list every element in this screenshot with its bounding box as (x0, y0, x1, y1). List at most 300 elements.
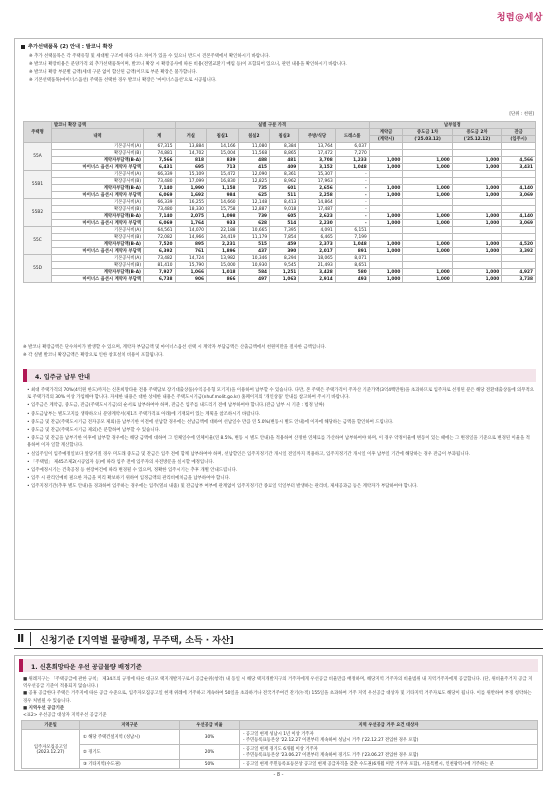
payment-cell: 1,000 (403, 185, 452, 192)
value-cell: 2,914 (299, 276, 335, 283)
value-cell: 15,000 (207, 262, 239, 269)
value-cell: - (335, 185, 369, 192)
value-cell: 74,881 (144, 150, 176, 157)
value-cell: 415 (238, 164, 270, 171)
supply-frame (14, 655, 543, 771)
value-cell: 2,623 (299, 213, 335, 220)
item-cell: 기본공사비(A) (52, 199, 144, 206)
col-bed1: 침실1 (207, 129, 239, 143)
value-cell: 73,480 (144, 178, 176, 185)
col-group-title: 발코니 확장 금액 (52, 122, 176, 129)
options-frame (14, 38, 543, 620)
value-cell: 14,702 (175, 150, 207, 157)
chapter-title: 신청기준 [지역별 물량배정, 무주택, 소득 · 자산] (40, 636, 234, 646)
brand-logo: 청렴@세상 (496, 13, 543, 23)
payment-cell (502, 199, 536, 206)
value-cell: 739 (238, 213, 270, 220)
payment-cell (452, 178, 501, 185)
payment-cell (502, 227, 536, 234)
table-row (22, 745, 538, 760)
payment-cell: 4,140 (502, 213, 536, 220)
value-cell: 14,166 (207, 143, 239, 150)
table-row (24, 171, 536, 178)
note-line: ※ 발코니 확장 부분별 금액(세대 구분 없이 합산된 금액)이므로 부분 확장은 불가합니다. (29, 70, 198, 75)
unit-type-cell: 55B2 (24, 199, 52, 227)
payment-cell: 1,000 (452, 248, 501, 255)
value-cell: 14,660 (207, 199, 239, 206)
value-cell: 17,472 (299, 150, 335, 157)
item-cell: 마이너스 옵션시 계약자 부담액 (52, 164, 144, 171)
footnote: ※ 각 실별 발코니 확장금액은 확장으로 인한 창호설치 비용이 포함됩니다. (23, 353, 164, 358)
value-cell: 6,465 (299, 234, 335, 241)
item-cell: 마이너스 옵션시 계약자 부담액 (52, 220, 144, 227)
col-pay-sub: ('25.12.12) (452, 136, 501, 143)
table-row (24, 241, 536, 248)
value-cell: 14,724 (175, 255, 207, 262)
value-cell: 18,065 (299, 255, 335, 262)
balcony-price-table (23, 121, 536, 283)
table-row (24, 255, 536, 262)
payment-cell (452, 234, 501, 241)
value-cell: 1,018 (207, 269, 239, 276)
price-table-body (24, 143, 536, 283)
payment-cell (502, 171, 536, 178)
note-line: ※ 기본선택품목(마이너스옵션) 주택을 선택한 경우 발코니 확장은 '마이너스옵션'으로 시공됩니다. (29, 78, 217, 83)
value-cell: 3,428 (299, 269, 335, 276)
value-cell: 7,520 (144, 241, 176, 248)
value-cell: 66,339 (144, 171, 176, 178)
table-row (22, 730, 538, 745)
payment-cell (369, 199, 403, 206)
payment-cell (452, 227, 501, 234)
value-cell: 895 (175, 241, 207, 248)
payment-cell (452, 143, 501, 150)
value-cell: 488 (238, 157, 270, 164)
value-cell: 625 (238, 192, 270, 199)
payment-cell: 1,000 (369, 157, 403, 164)
value-cell: 1,098 (207, 213, 239, 220)
table-row (24, 157, 536, 164)
value-cell: 8,294 (270, 255, 299, 262)
value-cell: 1,066 (175, 269, 207, 276)
bullet-item: • 중도금 및 잔금을 납부기한 이후에 납부할 경우에는 해당 금액에 대하여 그 연체일수에 연체이율(연 8.5%, 변동 시 별도 안내)을 적용하여 산정한 연체료를 가산하여 납부하여야 하며, 이 경우 약정이율에 변동이 있는 때에는 그 변경일을 기준으로 변경된 이율을 적용하여 이자 일할 계산합니다. (27, 436, 530, 449)
value-cell: 1,233 (335, 157, 369, 164)
table-row (24, 178, 536, 185)
col-kitchen: 주방/식당 (299, 129, 335, 143)
paragraph: ■ 공휴 공급한다 주택은 거주지에 따른 공급 수준으로, 입주자모집공고일 현재 위례에 거주하고 계속하여 50일을 초과하거나 전국거주여건 잔기(누적) 155일을 초과하여 거주 지역 우선공급 대상자 및 기타지역 거주자로도 해당이 됩니다. 이를 위반하여 부정 청약하는 경우 처벌될 수 있습니다. (23, 691, 532, 704)
bullet-item: • 「주택법」 제45조제2(시공업자 등)에 따라 입주 전에 입주자의 사전방문을 실시할 예정입니다. (27, 459, 214, 465)
region-cell: ③ 기타지역(수도권) (80, 760, 180, 769)
value-cell: 21,493 (299, 262, 335, 269)
value-cell: 17,963 (299, 178, 335, 185)
payment-cell: 1,000 (403, 248, 452, 255)
value-cell: 15,758 (207, 206, 239, 213)
item-cell: 기본공사비(A) (52, 143, 144, 150)
value-cell: 13,884 (175, 143, 207, 150)
payment-cell (369, 171, 403, 178)
value-cell: 12,148 (238, 199, 270, 206)
payment-cell (452, 255, 501, 262)
value-cell: 1,692 (175, 192, 207, 199)
price-footnotes (23, 344, 528, 360)
value-cell: 1,158 (207, 185, 239, 192)
value-cell: - (335, 178, 369, 185)
section4-header: 4. 입주금 납부 안내 (23, 369, 536, 382)
ratio-cell: 20% (180, 745, 240, 760)
value-cell: 81,410 (144, 262, 176, 269)
payment-cell (403, 199, 452, 206)
value-cell: - (335, 199, 369, 206)
table-row (24, 276, 536, 283)
value-cell: 24,419 (207, 234, 239, 241)
value-cell: 409 (270, 164, 299, 171)
payment-cell (452, 150, 501, 157)
table-row (24, 213, 536, 220)
value-cell: 8,361 (270, 171, 299, 178)
value-cell: 7,140 (144, 185, 176, 192)
item-cell: 확장공사비(B) (52, 178, 144, 185)
value-cell: 713 (207, 164, 239, 171)
value-cell: 10,665 (238, 227, 270, 234)
section4-bullets (27, 387, 534, 492)
table-row (22, 760, 538, 769)
payment-cell (502, 255, 536, 262)
value-cell: 66,339 (144, 199, 176, 206)
paragraph: ■ 지역우선 공급기준 (23, 705, 65, 711)
bullet-item: • 입주 시 관리인예비 필요한 자금을 미리 확보하기 위하여 입정금액의 관리비예치금을 납부하여야 합니다. (27, 476, 231, 482)
value-cell: 18,330 (175, 206, 207, 213)
payment-cell: 1,000 (403, 269, 452, 276)
table-row (24, 234, 536, 241)
region-cell: ① 해당 주택건설지역 (성남시) (80, 730, 180, 745)
item-cell: 확장공사비(B) (52, 150, 144, 157)
value-cell: 3,152 (299, 164, 335, 171)
value-cell: 14,966 (175, 234, 207, 241)
col-living: 거실 (175, 129, 207, 143)
payment-cell (403, 143, 452, 150)
payment-cell: 1,000 (403, 276, 452, 283)
value-cell: 1,896 (207, 248, 239, 255)
table-row (24, 192, 536, 199)
value-cell: 984 (207, 192, 239, 199)
ref-date-cell: 입주자모집공고일 (2023.12.27) (22, 730, 80, 769)
payment-cell (369, 262, 403, 269)
col-bed3: 침실3 (270, 129, 299, 143)
table-row (24, 269, 536, 276)
value-cell: 12,825 (238, 178, 270, 185)
table-row (24, 206, 536, 213)
value-cell: 67,315 (144, 143, 176, 150)
value-cell: 2,656 (299, 185, 335, 192)
payment-cell: 4,566 (502, 157, 536, 164)
value-cell: 2,075 (175, 213, 207, 220)
options-notes (29, 53, 534, 85)
value-cell: 3,708 (299, 157, 335, 164)
requirement-cell: - 공고일 현재 주민등록표등본상 공고일 현재 공급자격을 갖춘 수도권(6개월 미만 거주자 포함), 서울특별시, 인천광역시에 거주하는 분 (240, 760, 538, 769)
table-row (24, 185, 536, 192)
payment-cell: 1,000 (452, 213, 501, 220)
supply-col: 지역 우선공급 거주 요건 대상자 (240, 721, 538, 730)
payment-cell: 1,000 (452, 269, 501, 276)
value-cell: 511 (270, 192, 299, 199)
col-pay-sub: (계약시) (369, 136, 403, 143)
item-cell: 기본공사비(A) (52, 171, 144, 178)
value-cell: 9,018 (270, 206, 299, 213)
section-options-title: 추가선택품목 (2) 안내 : 발코니 확장 (21, 43, 113, 50)
payment-cell: 1,000 (452, 276, 501, 283)
value-cell: 497 (238, 276, 270, 283)
payment-cell: 1,000 (403, 164, 452, 171)
value-cell: 818 (175, 157, 207, 164)
value-cell: 2,017 (299, 248, 335, 255)
payment-cell (452, 199, 501, 206)
value-cell: 6,431 (144, 164, 176, 171)
item-cell: 마이너스 옵션시 계약자 부담액 (52, 248, 144, 255)
payment-cell: 4,520 (502, 241, 536, 248)
payment-cell: 3,738 (502, 276, 536, 283)
value-cell: 7,566 (144, 157, 176, 164)
value-cell: 839 (207, 157, 239, 164)
item-cell: 확장공사비(B) (52, 206, 144, 213)
page-number: - 8 - (273, 772, 284, 778)
region-cell: ② 경기도 (80, 745, 180, 760)
payment-cell (502, 143, 536, 150)
value-cell: 4,091 (299, 227, 335, 234)
payment-cell (502, 234, 536, 241)
bullet-item: • 입주금은 계약금, 중도금, 잔금(주택도시기금)의 순서로 납부하여야 하며, 잔금은 입주를 내드리기 전에 납부하여야 합니다.(잔금 납부 시 기준 : 법정 날짜) (27, 403, 325, 409)
unit-label: [단위 : 천원] (509, 112, 534, 117)
payment-cell: 1,000 (369, 276, 403, 283)
value-cell: 601 (270, 185, 299, 192)
value-cell: 605 (270, 213, 299, 220)
value-cell: 7,854 (270, 234, 299, 241)
payment-cell (502, 262, 536, 269)
ratio-cell: 30% (180, 730, 240, 745)
value-cell: 11,568 (238, 150, 270, 157)
value-cell: 13,764 (299, 143, 335, 150)
payment-cell: 1,000 (403, 241, 452, 248)
value-cell: 7,395 (270, 227, 299, 234)
payment-cell: 1,000 (403, 213, 452, 220)
footnote: ※ 발코니 확장금액은 단수차이가 발생할 수 있으며, 계약자 부담금액 및 마이너스옵션 선택 시 계약자 부담금액은 산출금액에서 천원미만을 절사한 금액입니다. (23, 345, 327, 350)
table-row (24, 227, 536, 234)
payment-cell (403, 206, 452, 213)
value-cell: 17,099 (175, 178, 207, 185)
value-cell: 628 (238, 220, 270, 227)
payment-cell: 3,069 (502, 220, 536, 227)
item-cell: 계약자부담액(B-A) (52, 241, 144, 248)
value-cell: 8,865 (270, 150, 299, 157)
item-cell: 계약자부담액(B-A) (52, 213, 144, 220)
note-line: ※ 추가 선택품목은 각 주택유형 및 세대별 구조에 따라 다소 차이가 있을 수 있으니 반드시 견본주택에서 확인하시기 바랍니다. (29, 54, 270, 59)
payment-cell: 1,000 (369, 220, 403, 227)
item-cell: 계약자부담액(B-A) (52, 185, 144, 192)
value-cell: 390 (270, 248, 299, 255)
payment-cell: 3,392 (502, 248, 536, 255)
value-cell: 8,413 (270, 199, 299, 206)
requirement-cell: - 공고일 현재 경기도 6개월 이상 거주자 - 주민등록표등본상 '23.06.27 이전부터 계속하여 경기도 거주 ('23.06.27 전입한 경우 포함) (240, 745, 538, 760)
value-cell: 11,080 (238, 143, 270, 150)
chapter-header (14, 629, 543, 649)
value-cell: 10,346 (238, 255, 270, 262)
value-cell: 1,764 (175, 220, 207, 227)
col-pay-sub: ('25.03.12) (403, 136, 452, 143)
col-pay-mid2: 중도금 2차 (452, 129, 501, 136)
table-row (24, 220, 536, 227)
value-cell: 514 (270, 220, 299, 227)
col-pay-balance: 잔금 (502, 129, 536, 136)
note-line: ※ 발코니 확장비용은 분양가격 외 추가선택품목이며, 발코니 확장 시 확장공사에 따른 비용(전열교환기 매립 등)이 포함되어 있으니, 관련 내용을 확인하시기 바랍니다. (29, 62, 347, 67)
value-cell: - (335, 206, 369, 213)
value-cell: 14,070 (175, 227, 207, 234)
payment-cell (403, 171, 452, 178)
value-cell: 735 (238, 185, 270, 192)
payment-cell: 1,000 (403, 192, 452, 199)
value-cell: 8,651 (335, 262, 369, 269)
paragraph: ■ 위례지구는 「주택공급에 관한 규칙」 제34조의 규정에 따른 대규모 택지개발지구로서 공급순위(청약) 내 동일 시 해당 택지개발지구의 거주자에게 우선공급 비율만큼 배정하며, 해당지역 거주자의 비율범위 내 지역거주자에게 공급합니다. (단, 위비율주거지 공급 지역우선공급 기준이 적용되지 않습니다.) (23, 677, 533, 690)
item-cell: 기본공사비(A) (52, 227, 144, 234)
value-cell: 7,270 (335, 150, 369, 157)
value-cell: 2,231 (207, 241, 239, 248)
payment-cell: 1,000 (369, 269, 403, 276)
value-cell: 15,109 (175, 171, 207, 178)
supply-col: 우선공급 비율 (180, 721, 240, 730)
value-cell: 1,048 (335, 241, 369, 248)
supply-col: 지역구분 (80, 721, 180, 730)
value-cell: 891 (335, 248, 369, 255)
payment-cell (403, 150, 452, 157)
value-cell: 515 (238, 241, 270, 248)
payment-cell: 1,000 (369, 185, 403, 192)
value-cell: - (335, 192, 369, 199)
value-cell: 6,151 (335, 227, 369, 234)
value-cell: 6,738 (144, 276, 176, 283)
value-cell: 2,230 (299, 220, 335, 227)
value-cell: 6,069 (144, 220, 176, 227)
col-bed2: 침실2 (238, 129, 270, 143)
table-caption: <표2> 우선공급 대상자 지역우선 공급기준 (23, 713, 107, 719)
value-cell: 15,790 (175, 262, 207, 269)
payment-cell: 1,000 (452, 192, 501, 199)
item-cell: 마이너스 옵션시 계약자 부담액 (52, 192, 144, 199)
payment-cell: 1,000 (452, 220, 501, 227)
value-cell: 73,480 (144, 206, 176, 213)
col-sub-title: 실별 구분 가격 (175, 122, 369, 129)
payment-cell: 4,927 (502, 269, 536, 276)
supply-table-body (22, 730, 538, 769)
value-cell: 11,179 (238, 234, 270, 241)
col-pay-title: 납부일정 (369, 122, 535, 129)
value-cell: 8,071 (335, 255, 369, 262)
table-row (24, 199, 536, 206)
value-cell: 1,990 (175, 185, 207, 192)
value-cell: 16,830 (207, 178, 239, 185)
chapter-divider (30, 632, 31, 646)
payment-cell (369, 255, 403, 262)
col-type: 주택형 (24, 122, 52, 143)
ratio-cell: 50% (180, 760, 240, 769)
value-cell: 7,199 (335, 234, 369, 241)
payment-cell (452, 171, 501, 178)
value-cell: 7,927 (144, 269, 176, 276)
item-cell: 확장공사비(B) (52, 262, 144, 269)
value-cell: 8,962 (270, 178, 299, 185)
payment-cell: 1,000 (369, 192, 403, 199)
payment-cell (403, 234, 452, 241)
unit-type-cell: 55B1 (24, 171, 52, 199)
value-cell: 22,188 (207, 227, 239, 234)
payment-cell (403, 262, 452, 269)
payment-cell (502, 206, 536, 213)
value-cell: 64,561 (144, 227, 176, 234)
value-cell: 437 (238, 248, 270, 255)
value-cell: 459 (270, 241, 299, 248)
value-cell: 12,887 (238, 206, 270, 213)
value-cell: 580 (335, 269, 369, 276)
payment-cell: 4,140 (502, 185, 536, 192)
value-cell: 73,482 (144, 255, 176, 262)
payment-cell: 1,000 (369, 213, 403, 220)
chapter-number: Ⅱ (17, 632, 25, 645)
value-cell: 493 (335, 276, 369, 283)
value-cell: - (335, 171, 369, 178)
supply-col: 기준일 (22, 721, 80, 730)
value-cell: 906 (175, 276, 207, 283)
payment-cell (502, 150, 536, 157)
payment-cell: 1,000 (369, 241, 403, 248)
unit-type-cell: 55C (24, 227, 52, 255)
value-cell: 14,864 (299, 199, 335, 206)
unit-type-cell: 55A (24, 143, 52, 171)
item-cell: 기본공사비(A) (52, 255, 144, 262)
bullet-item: • 최대 주택가격의 70%(4억원 한도)까지는 신혼희망타운 전용 주택담보 장기대출상품(수익공유형 모기지)을 이용하여 납부할 수 있습니다. 다만, 본 주택은 주택가격이 주자산 기준가액(3억4백만원)을 초과하므로 입주자로 선정된 분은 해당 전환대출상품에 의무적으로 주택가격의 30% 이상 가입해야 합니다. 자세한 내용은 대한 상세한 내용은 주택도시기금(nhuf.molit.go.kr) 홈페이지의 '개인상품' 안내를 참고하여 주시기 바랍니다. (27, 388, 534, 401)
payment-cell: 1,000 (452, 164, 501, 171)
value-cell: 12,090 (238, 171, 270, 178)
payment-cell: 1,000 (369, 164, 403, 171)
value-cell: 866 (207, 276, 239, 283)
col-pay-sub: (입주시) (502, 136, 536, 143)
payment-cell: 1,000 (452, 241, 501, 248)
item-cell: 계약자부담액(B-A) (52, 157, 144, 164)
payment-cell: 1,000 (403, 157, 452, 164)
col-total: 계 (144, 129, 176, 143)
bullet-item: • 중도금 및 잔금(주택도시기금 전자공모 제외)을 납부기한 이전에 선납할 경우에는 선납금액에 대하여 선납일수 만큼 연 5.0%(변동시 별도 안내)에 이자에 해당하는 금액을 할인하여 드립니다. (27, 419, 394, 425)
item-cell: 계약자부담액(B-A) (52, 269, 144, 276)
value-cell: 6,069 (144, 192, 176, 199)
value-cell: 6,392 (144, 248, 176, 255)
payment-cell (502, 178, 536, 185)
value-cell: 761 (175, 248, 207, 255)
value-cell: 72,082 (144, 234, 176, 241)
bullet-item: • 중도금납부는 별도고지를 생략하오니 분양계약서(제1조 주택가격표 아래)에 기재되어 있는 계획을 참조하시기 바랍니다. (27, 411, 261, 417)
payment-cell (369, 206, 403, 213)
requirement-cell: - 공고일 현재 성남시 1년 이상 거주자 - 주민등록표등본상 '22.12.27 이전부터 계속하여 성남시 거주 ('22.12.27 전입한 경우 포함) (240, 730, 538, 745)
value-cell: 10,930 (238, 262, 270, 269)
value-cell: 13,982 (207, 255, 239, 262)
payment-cell (369, 234, 403, 241)
value-cell: 481 (270, 157, 299, 164)
value-cell: 7,140 (144, 213, 176, 220)
table-row (24, 262, 536, 269)
value-cell: 8,384 (270, 143, 299, 150)
unit-type-cell: 55D (24, 255, 52, 283)
bullet-item: • 중도금 및 잔금(주택도시기금 제외)은 분할하여 납부할 수 있습니다. (27, 428, 161, 434)
value-cell: 1,251 (270, 269, 299, 276)
payment-cell: 1,000 (369, 248, 403, 255)
section1-header: 1. 신혼희망타운 우선 공급물량 배정기준 (19, 659, 538, 672)
col-pay-mid1: 중도금 1차 (403, 129, 452, 136)
value-cell: 15,307 (299, 171, 335, 178)
